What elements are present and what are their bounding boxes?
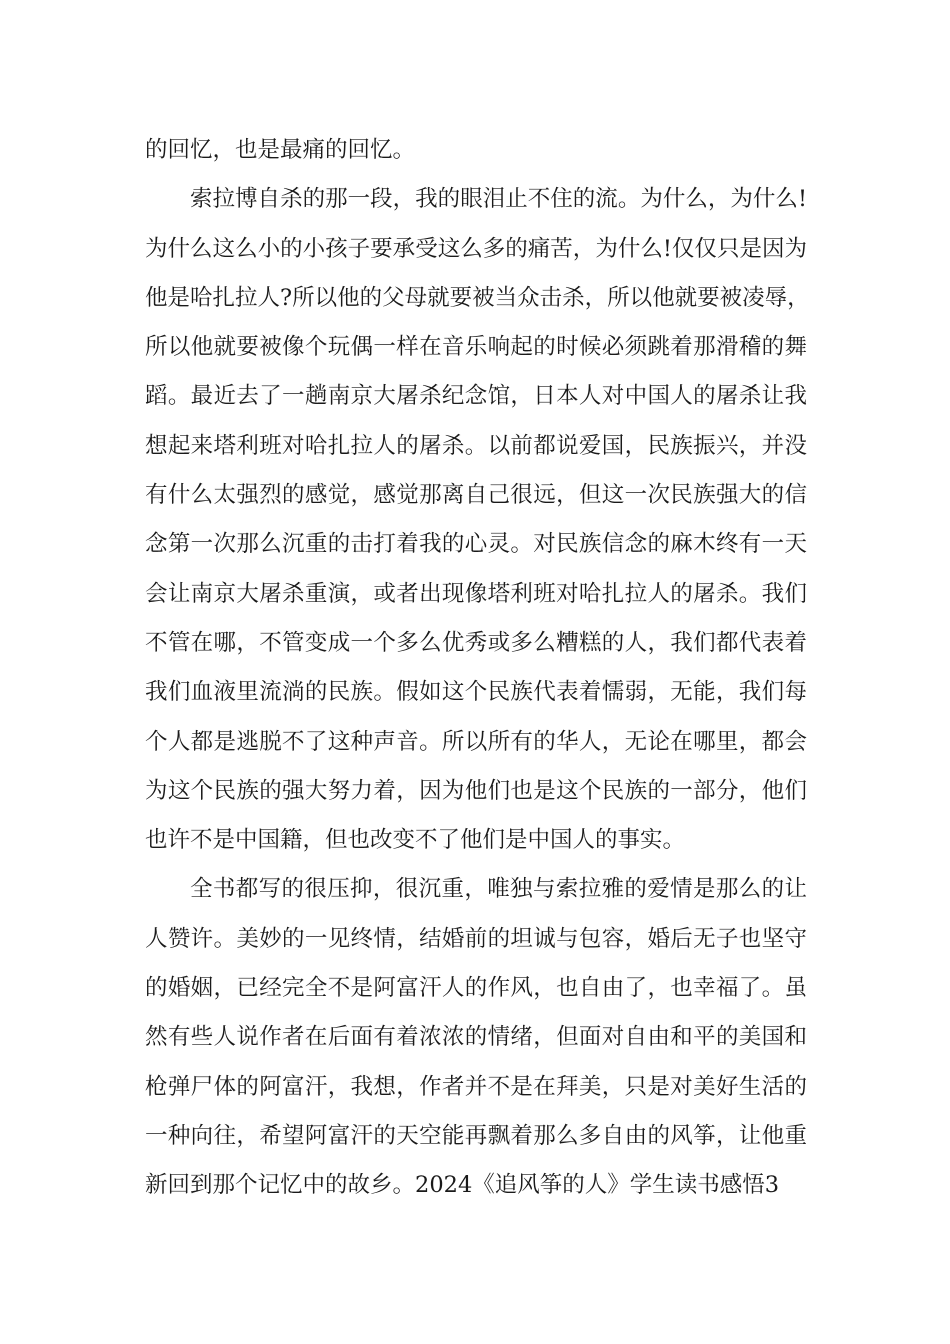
text-line: 会让南京大屠杀重演，或者出现像塔利班对哈扎拉人的屠杀。我们 [145, 580, 807, 607]
text-line: 想起来塔利班对哈扎拉人的屠杀。以前都说爱国，民族振兴，并没 [145, 432, 807, 459]
text-line: 所以他就要被像个玩偶一样在音乐响起的时候必须跳着那滑稽的舞 [145, 334, 807, 361]
text-line: 他是哈扎拉人?所以他的父母就要被当众击杀，所以他就要被凌辱， [145, 284, 810, 311]
text-line: 新回到那个记忆中的故乡。2024《追风筝的人》学生读书感悟3 [145, 1172, 780, 1199]
paragraph-p3 [145, 865, 807, 1210]
text-line: 全书都写的很压抑，很沉重，唯独与索拉雅的爱情是那么的让 [190, 876, 807, 903]
text-line: 蹈。最近去了一趟南京大屠杀纪念馆，日本人对中国人的屠杀让我 [145, 383, 807, 410]
text-line: 枪弹尸体的阿富汗，我想，作者并不是在拜美，只是对美好生活的 [145, 1073, 807, 1100]
text-line: 索拉博自杀的那一段，我的眼泪止不住的流。为什么，为什么! [190, 186, 807, 213]
text-line: 我们血液里流淌的民族。假如这个民族代表着懦弱，无能，我们每 [145, 679, 807, 706]
text-line: 个人都是逃脱不了这种声音。所以所有的华人，无论在哪里，都会 [145, 728, 807, 755]
text-line: 为什么这么小的小孩子要承受这么多的痛苦，为什么!仅仅只是因为 [145, 235, 807, 262]
paragraph-p1 [145, 126, 807, 175]
text-line: 的婚姻，已经完全不是阿富汗人的作风，也自由了，也幸福了。虽 [145, 975, 807, 1002]
text-line: 不管在哪，不管变成一个多么优秀或多么糟糕的人，我们都代表着 [145, 629, 807, 656]
text-line: 为这个民族的强大努力着，因为他们也是这个民族的一部分，他们 [145, 777, 807, 804]
text-line: 也许不是中国籍，但也改变不了他们是中国人的事实。 [145, 827, 686, 854]
text-line: 然有些人说作者在后面有着浓浓的情绪，但面对自由和平的美国和 [145, 1024, 807, 1051]
text-line: 念第一次那么沉重的击打着我的心灵。对民族信念的麻木终有一天 [145, 531, 807, 558]
text-line: 的回忆，也是最痛的回忆。 [145, 137, 416, 163]
paragraph-p2 [145, 175, 810, 865]
text-line: 有什么太强烈的感觉，感觉那离自己很远，但这一次民族强大的信 [145, 482, 807, 509]
text-line: 人赞许。美妙的一见终情，结婚前的坦诚与包容，婚后无子也坚守 [145, 925, 807, 952]
body-text [145, 126, 810, 1211]
text-line: 一种向往，希望阿富汗的天空能再飘着那么多自由的风筝，让他重 [145, 1122, 807, 1149]
